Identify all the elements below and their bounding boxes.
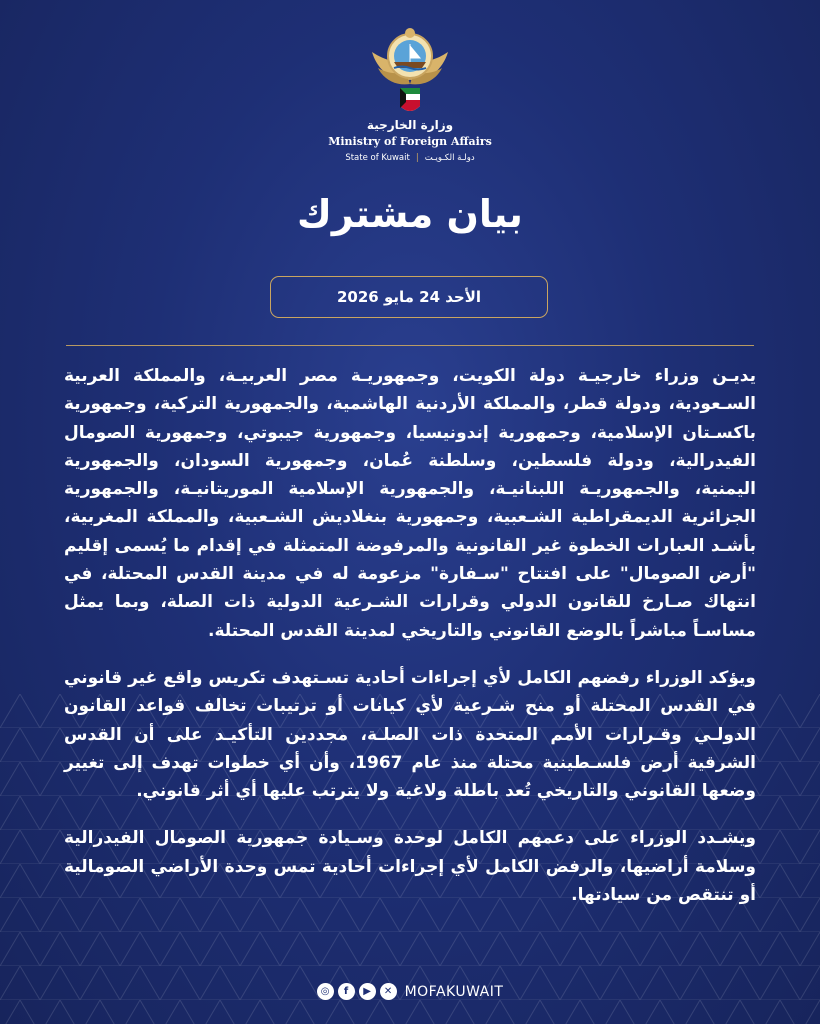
date-badge bbox=[270, 276, 548, 318]
ministry-name-arabic: وزارة الخارجية bbox=[366, 118, 454, 132]
youtube-icon[interactable]: ▶ bbox=[359, 983, 376, 1000]
page-title: بيان مشترك bbox=[297, 192, 523, 236]
footer bbox=[0, 983, 820, 1000]
x-icon[interactable]: ✕ bbox=[380, 983, 397, 1000]
state-name-arabic: دولـة الكـويـت bbox=[424, 153, 475, 163]
statement-paragraph-3: ويشـدد الوزراء على دعمهم الكامل لوحدة وسـيادة جمهورية الصومال الفيدرالية وسلامة أراضيها، والرفض الكامل لأي إجراءات أحادية تمس وحدة الأراضي الصومالية أو تنتقص من سيادتها. bbox=[64, 828, 756, 906]
instagram-icon[interactable]: ◎ bbox=[317, 983, 334, 1000]
state-name-separator: | bbox=[415, 153, 419, 163]
state-name-english: State of Kuwait bbox=[345, 153, 410, 163]
ministry-name-english: Ministry of Foreign Affairs bbox=[328, 135, 492, 148]
statement-paragraph-1: يديـن وزراء خارجيـة دولة الكويت، وجمهوريـة مصر العربيـة، والمملكة العربية السـعودية، ودولة قطر، والمملكة الأردنية الهاشمية، والجمهورية التركية، وجمهورية باكسـتان الإسلامية، وجمهورية إندونيسيا، وجمهورية جيبوتي، وجمهورية الصومال الفيدرالية، ودولة فلسطين، وسلطنة عُمان، وجمهورية السودان، والجمهورية اليمنية، والجمهوريـة اللبنانيـة، والجمهورية الإسلامية الموريتانيـة، والجمهورية الجزائرية الديمقراطية الشـعبية، وجمهورية بنغلاديش الشـعبية، والمملكة المغربية، بأشـد العبارات الخطوة غير القانونية والمرفوضة المتمثلة في إقدام ما يُسمى إقليم "أرض الصومال" على افتتاح "سـفارة" مزعومة له في مدينة القدس المحتلة، في انتهاك صـارخ للقانون الدولي وقرارات الشـرعية الدولية ذات الصلة، وبما يمثل مساسـاً مباشراً بالوضع القانوني والتاريخي لمدينة القدس المحتلة. bbox=[64, 366, 756, 641]
divider bbox=[66, 345, 754, 346]
facebook-icon[interactable]: f bbox=[338, 983, 355, 1000]
statement-body bbox=[64, 362, 756, 928]
social-links bbox=[317, 983, 397, 1000]
statement-paragraph-2: ويؤكد الوزراء رفضهم الكامل لأي إجراءات أحادية تسـتهدف تكريس واقع غير قانوني في القدس المحتلة أو منح شـرعية لأي كيانات أو ترتيبات تخالف قواعد القانون الدولـي وقـرارات الأمم المتحدة ذات الصلـة، مجددين التأكيـد على أن القدس الشرقية أرض فلسـطينية محتلة منذ عام 1967، وأن أي خطوات تهدف إلى تغيير وضعها القانوني والتاريخي تُعد باطلة ولاغية ولا يترتب عليها أي أثر قانوني. bbox=[64, 667, 756, 802]
date-text: الأحد 24 مايو 2026 bbox=[336, 288, 482, 306]
state-name-line bbox=[0, 153, 820, 163]
social-handle[interactable]: MOFAKUWAIT bbox=[404, 983, 504, 1000]
kuwait-emblem bbox=[364, 22, 456, 122]
